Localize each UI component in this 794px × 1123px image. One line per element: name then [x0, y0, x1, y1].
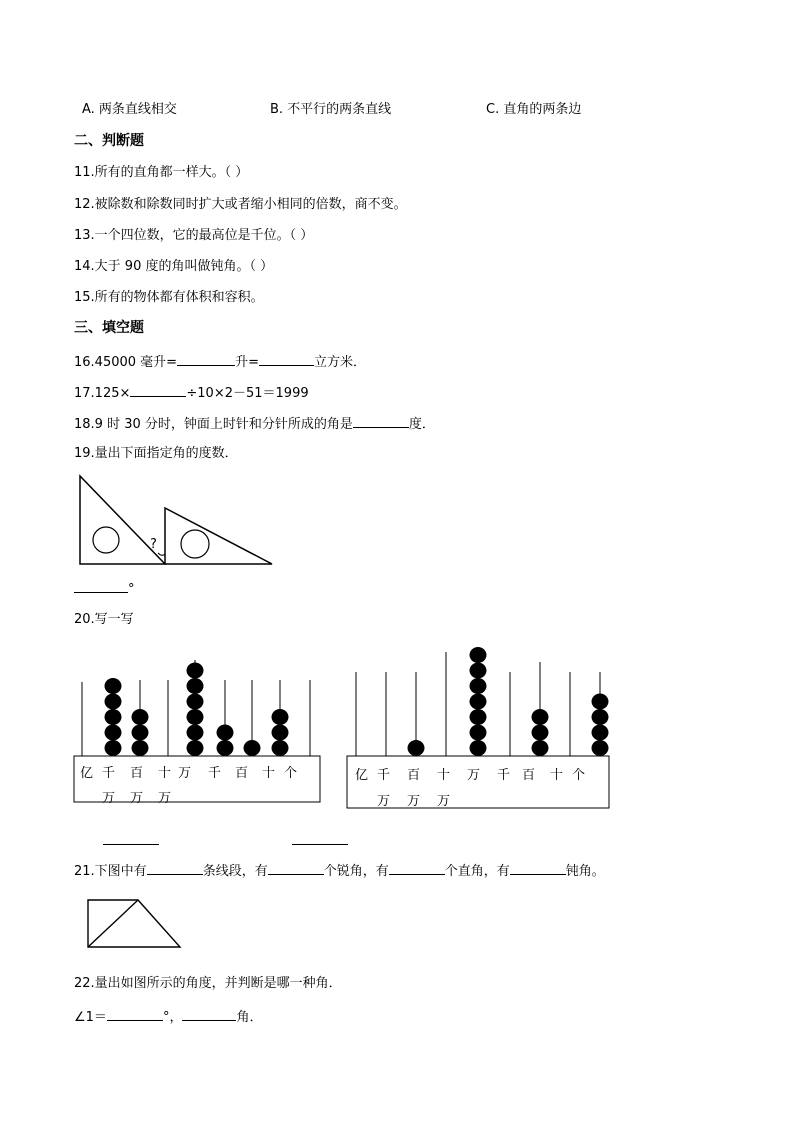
left-abacus-bead	[187, 725, 204, 741]
answer-blank[interactable]	[130, 384, 186, 397]
option-c: C. 直角的两条边	[486, 102, 582, 117]
left-place-label: 千	[102, 766, 116, 781]
left-abacus-bead	[187, 694, 204, 710]
question-16	[74, 353, 366, 371]
right-abacus-bead	[592, 694, 609, 710]
left-abacus-bead	[217, 740, 234, 756]
answer-blank-right[interactable]	[292, 832, 348, 845]
right-place-label: 个	[572, 768, 586, 783]
q22-text-a: ∠1＝	[74, 1010, 107, 1025]
left-place-label: 十	[158, 766, 172, 781]
left-abacus-bead	[244, 740, 261, 756]
right-abacus-bead	[470, 647, 487, 663]
left-abacus-bead	[187, 709, 204, 725]
q21-text-c: 个锐角，有	[323, 864, 389, 879]
trapezoid-diagonal	[88, 900, 138, 947]
abacus-right	[347, 652, 609, 812]
left-abacus-bead	[105, 709, 122, 725]
q19-answer	[74, 580, 135, 598]
left-abacus-bead	[272, 725, 289, 741]
left-abacus-bead	[187, 740, 204, 756]
answer-blank[interactable]	[74, 580, 128, 593]
left-abacus-bead	[132, 725, 149, 741]
left-place-sublabel: 万	[130, 791, 144, 806]
degree-unit: °	[128, 582, 135, 597]
angle-question-mark: ?	[150, 537, 157, 552]
question-17	[74, 384, 309, 402]
question-14: 14.大于 90 度的角叫做钝角。（ ）	[74, 259, 274, 274]
q22-answer	[74, 1008, 262, 1026]
q21-trapezoid-figure	[86, 896, 186, 952]
question-15: 15.所有的物体都有体积和容积。	[74, 290, 264, 305]
left-place-label: 亿	[80, 766, 94, 781]
right-place-label: 百	[522, 768, 536, 783]
abacus-left	[74, 652, 324, 812]
q16-text-b: 升=	[235, 355, 259, 370]
right-place-sublabel: 万	[437, 794, 451, 809]
question-20: 20.写一写	[74, 612, 134, 627]
right-place-label: 十	[437, 768, 451, 783]
answer-blank-left[interactable]	[103, 832, 159, 845]
left-abacus-bead	[105, 740, 122, 756]
right-place-sublabel: 万	[377, 794, 391, 809]
q17-text-b: ÷10×2－51＝1999	[186, 386, 309, 401]
q21-text-d: 个直角，有	[444, 864, 510, 879]
left-abacus-bead	[187, 663, 204, 679]
q18-text-a: 18.9 时 30 分时，钟面上时针和分针所成的角是	[74, 417, 353, 432]
right-abacus-bead	[470, 694, 487, 710]
question-11: 11.所有的直角都一样大。（ ）	[74, 165, 249, 180]
q21-text-e: 钝角。	[565, 864, 605, 879]
left-place-label: 千	[208, 766, 222, 781]
q22-text-b: °，	[162, 1010, 183, 1025]
q18-text-b: 度．	[408, 417, 435, 432]
right-abacus-bead	[592, 740, 609, 756]
left-place-label: 万	[178, 766, 192, 781]
question-19: 19.量出下面指定角的度数．	[74, 446, 238, 461]
answer-blank[interactable]	[510, 862, 566, 875]
section-3-title: 三、填空题	[74, 320, 144, 336]
question-22: 22.量出如图所示的角度，并判断是哪一种角．	[74, 976, 342, 991]
q16-text-c: 立方米．	[313, 355, 366, 370]
q19-triangles-figure	[78, 474, 278, 569]
question-13: 13.一个四位数，它的最高位是千位。（ ）	[74, 228, 314, 243]
answer-blank[interactable]	[389, 862, 445, 875]
trapezoid-outline	[88, 900, 180, 947]
left-place-sublabel: 万	[102, 791, 116, 806]
left-place-label: 个	[284, 766, 298, 781]
right-abacus-bead	[470, 709, 487, 725]
left-place-sublabel: 万	[158, 791, 172, 806]
right-place-label: 十	[550, 768, 564, 783]
q16-text-a: 16.45000 毫升=	[74, 355, 178, 370]
left-abacus-bead	[105, 678, 122, 694]
right-abacus-bead	[470, 663, 487, 679]
left-place-label: 百	[235, 766, 249, 781]
left-abacus-bead	[105, 694, 122, 710]
right-place-label: 百	[407, 768, 421, 783]
answer-blank[interactable]	[177, 353, 235, 366]
q21-text-b: 条线段，有	[202, 864, 268, 879]
question-12: 12.被除数和除数同时扩大或者缩小相同的倍数，商不变。	[74, 197, 407, 212]
question-21	[74, 862, 605, 880]
right-abacus-bead	[470, 678, 487, 694]
answer-blank[interactable]	[268, 862, 324, 875]
answer-blank[interactable]	[182, 1008, 236, 1021]
right-place-sublabel: 万	[407, 794, 421, 809]
q22-text-c: 角．	[236, 1010, 263, 1025]
option-b: B. 不平行的两条直线	[270, 102, 392, 117]
option-a: A. 两条直线相交	[82, 102, 177, 117]
section-2-title: 二、判断题	[74, 133, 144, 149]
angle-arc	[158, 553, 165, 555]
right-place-label: 万	[467, 768, 481, 783]
right-abacus-bead	[470, 725, 487, 741]
right-place-label: 千	[497, 768, 511, 783]
left-abacus-bead	[132, 709, 149, 725]
left-abacus-bead	[272, 709, 289, 725]
q21-text-a: 21.下图中有	[74, 864, 147, 879]
right-place-label: 千	[377, 768, 391, 783]
right-abacus-bead	[592, 725, 609, 741]
left-abacus-bead	[217, 725, 234, 741]
left-place-label: 十	[262, 766, 276, 781]
right-abacus-bead	[532, 740, 549, 756]
left-abacus-bead	[187, 678, 204, 694]
circle-right	[181, 530, 209, 558]
right-abacus-bead	[408, 740, 425, 756]
answer-blank[interactable]	[353, 415, 409, 428]
left-abacus-bead	[105, 725, 122, 741]
left-place-label: 百	[130, 766, 144, 781]
left-abacus-bead	[132, 740, 149, 756]
circle-left	[93, 527, 119, 553]
right-abacus-bead	[532, 709, 549, 725]
answer-blank[interactable]	[147, 862, 203, 875]
right-place-label: 亿	[355, 768, 369, 783]
right-abacus-bead	[470, 740, 487, 756]
right-abacus-bead	[592, 709, 609, 725]
left-abacus-bead	[272, 740, 289, 756]
answer-blank[interactable]	[259, 353, 314, 366]
answer-blank[interactable]	[107, 1008, 163, 1021]
right-abacus-bead	[532, 725, 549, 741]
q17-text-a: 17.125×	[74, 386, 131, 401]
triangle-right	[165, 508, 272, 564]
question-18	[74, 415, 435, 433]
